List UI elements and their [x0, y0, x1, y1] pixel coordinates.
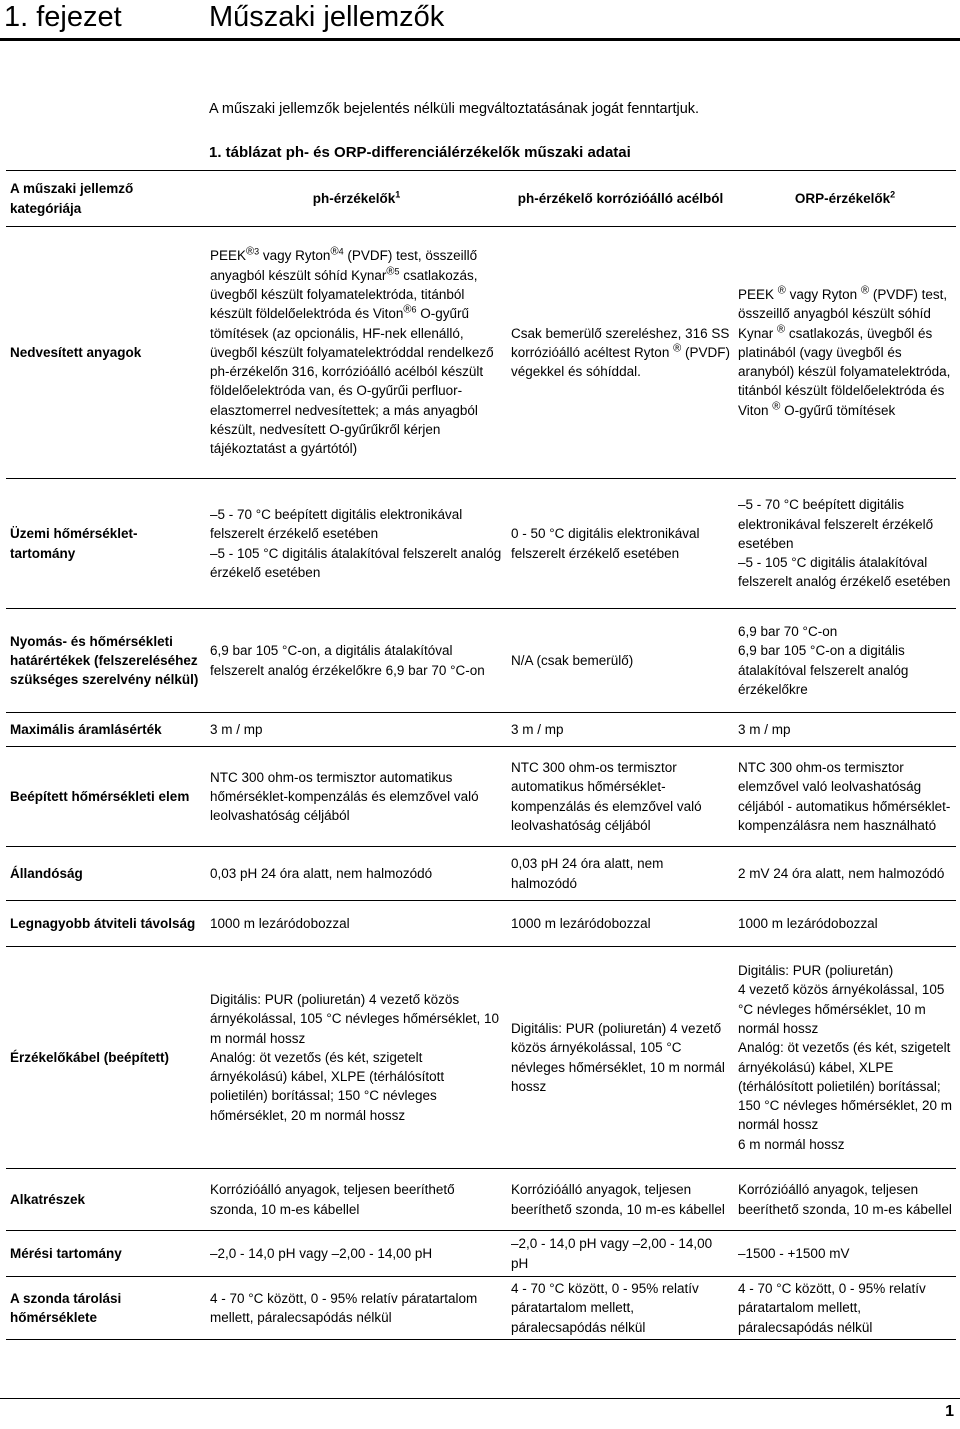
table-row-wetted: [6, 227, 956, 479]
row-label: Állandóság: [6, 847, 206, 901]
text-run: vagy Ryton: [785, 286, 858, 302]
cell-steel: Digitális: PUR (poliuretán) 4 vezető közös árnyékolással, 105 °C névleges hőmérséklet, 10 m normál hossz: [507, 947, 734, 1169]
cell-ph: 3 m / mp: [206, 713, 507, 747]
cell-line: –5 - 70 °C beépített digitális elektronikával felszerelt érzékelő esetében: [738, 497, 934, 551]
table-row-distance: [6, 901, 956, 947]
cell-ph: 0,03 pH 24 óra alatt, nem halmozódó: [206, 847, 507, 901]
registered-mark: ®: [777, 323, 786, 336]
header-ph-footnote: 1: [395, 189, 401, 200]
table-row-temp-element: [6, 747, 956, 847]
table-row-pressure: [6, 609, 956, 713]
header-ph-steel: ph-érzékelő korrózióálló acélból: [507, 171, 734, 227]
text-run: PEEK: [210, 248, 247, 264]
header-category: A műszaki jellemző kategóriája: [6, 171, 206, 227]
cell-line: 4 vezető közös árnyékolással, 105 °C névleges hőmérséklet, 10 m normál hossz: [738, 982, 945, 1036]
text-run: Csak bemerülő szereléshez, 316 SS korrózióálló acéltest Ryton: [511, 325, 730, 360]
cell-ph: 6,9 bar 105 °C-on, a digitális átalakítóval felszerelt analóg érzékelőkre 6,9 bar 70 °C-on: [206, 609, 507, 713]
page-number: 1: [945, 1403, 954, 1420]
table-row-parts: [6, 1169, 956, 1231]
header-orp-footnote: 2: [890, 189, 896, 200]
table-caption: 1. táblázat ph- és ORP-differenciálérzékelők műszaki adatai: [209, 144, 631, 161]
cell-orp: –1500 - +1500 mV: [734, 1231, 956, 1277]
cell-line: –5 - 105 °C digitális átalakítóval felszerelt analóg érzékelő esetében: [210, 545, 502, 580]
cell-ph: NTC 300 ohm-os termisztor automatikus hőmérséklet-kompenzálás és elemzővel való leolvashatóság céljából: [206, 747, 507, 847]
cell-steel: Korrózióálló anyagok, teljesen beeríthető szonda, 10 m-es kábellel: [507, 1169, 734, 1231]
cell-steel: 4 - 70 °C között, 0 - 95% relatív páratartalom mellett, páralecsapódás nélkül: [507, 1277, 734, 1340]
text-run: (PVDF) test, összeillő anyagból készült sóhíd Kynar: [738, 286, 948, 341]
registered-mark: ®: [403, 303, 412, 316]
cell-line: 6,9 bar 105 °C-on a digitális átalakítóval felszerelt analóg érzékelőkre: [738, 643, 909, 697]
text-run: csatlakozás, üvegből készült folyamatelektróda, titánból készült földelőelektróda és Viton: [210, 267, 478, 322]
spec-table: [6, 170, 956, 1340]
chapter-header: [0, 0, 960, 41]
table-row-storage: [6, 1277, 956, 1340]
cell-orp: 1000 m lezáródobozzal: [734, 901, 956, 947]
registered-mark: ®: [330, 245, 339, 258]
cell-steel: N/A (csak bemerülő): [507, 609, 734, 713]
row-label: Alkatrészek: [6, 1169, 206, 1231]
registered-mark: ®: [860, 284, 870, 297]
cell-line: Analóg: öt vezetős (és két, szigetelt árnyékolású) kábel, XLPE (térhálósított polietilén) borítással; 150 °C névleges hőmérséklet, 20 m normál hossz: [738, 1040, 953, 1133]
cell-steel: 1000 m lezáródobozzal: [507, 901, 734, 947]
footnote-ref: 3: [254, 246, 260, 257]
registered-mark: ®: [772, 400, 781, 413]
cell-ph: [206, 947, 507, 1169]
text-run: O-gyűrű tömítések (az opcionális, HF-nek ellenálló, üvegből készült folyamatelektróddal rendelkező ph-érzékelőn 316, korrózióálló acélból készült földelőelektróda van, és O-gyűrűi perfluor-elasztomerrel nedvesítettek; a más anyagból készült, nedvesített O-gyűrűkről kérjen tájékoztatást a gyártótól): [210, 306, 494, 457]
cell-steel: 3 m / mp: [507, 713, 734, 747]
row-label: Mérési tartomány: [6, 1231, 206, 1277]
row-label: Nyomás- és hőmérsékleti határértékek (felszereléséhez szükséges szerelvény nélkül): [6, 609, 206, 713]
cell-line: Analóg: öt vezetős (és két, szigetelt árnyékolású) kábel, XLPE (térhálósított polietilén) borítással; 150 °C névleges hőmérséklet, 20 m normál hossz: [210, 1049, 445, 1123]
text-run: (PVDF) végekkel és sóhíddal.: [511, 344, 730, 380]
cell-orp: [734, 609, 956, 713]
text-run: O-gyűrű tömítések: [780, 402, 896, 418]
row-label: Üzemi hőmérséklet-tartomány: [6, 479, 206, 609]
table-row-range: [6, 1231, 956, 1277]
row-label: Beépített hőmérsékleti elem: [6, 747, 206, 847]
row-label: A szonda tárolási hőmérséklete: [6, 1277, 206, 1340]
reserve-note: A műszaki jellemzők bejelentés nélküli megváltoztatásának jogát fenntartjuk.: [209, 101, 700, 117]
row-label: Legnagyobb átviteli távolság: [6, 901, 206, 947]
cell-orp: 4 - 70 °C között, 0 - 95% relatív páratartalom mellett, páralecsapódás nélkül: [734, 1277, 956, 1340]
row-label: Érzékelőkábel (beépített): [6, 947, 206, 1169]
cell-steel: –2,0 - 14,0 pH vagy –2,00 - 14,00 pH: [507, 1231, 734, 1277]
cell-ph: Korrózióálló anyagok, teljesen beeríthető szonda, 10 m-es kábellel: [206, 1169, 507, 1231]
footnote-ref: 4: [338, 246, 344, 257]
header-orp-text: ORP-érzékelők: [794, 190, 891, 206]
table-header-row: [6, 171, 956, 227]
table-row-flow: [6, 713, 956, 747]
cell-line: Digitális: PUR (poliuretán): [738, 963, 894, 979]
cell-orp: [734, 227, 956, 479]
cell-orp: 2 mV 24 óra alatt, nem halmozódó: [734, 847, 956, 901]
text-run: PEEK: [738, 286, 775, 302]
footnote-ref: 6: [411, 304, 417, 315]
registered-mark: ®: [386, 265, 395, 278]
cell-orp: [734, 479, 956, 609]
row-label: Nedvesített anyagok: [6, 227, 206, 479]
cell-steel: [507, 227, 734, 479]
footer-rule: [0, 1398, 960, 1399]
table-row-cable: [6, 947, 956, 1169]
cell-ph: 1000 m lezáródobozzal: [206, 901, 507, 947]
cell-ph: [206, 227, 507, 479]
row-label: Maximális áramlásérték: [6, 713, 206, 747]
table-row-operating-temp: [6, 479, 956, 609]
registered-mark: ®: [777, 284, 786, 297]
cell-ph: [206, 479, 507, 609]
cell-orp: 3 m / mp: [734, 713, 956, 747]
cell-line: Digitális: PUR (poliuretán) 4 vezető közös árnyékolással, 105 °C névleges hőmérséklet, 10 m normál hossz: [210, 991, 500, 1046]
text-run: csatlakozás, üvegből és platinából (vagy üvegből és aranyból) készül folyamatelektróda, titánból készült földelőelektróda és Viton: [738, 325, 951, 418]
cell-steel: 0,03 pH 24 óra alatt, nem halmozódó: [507, 847, 734, 901]
cell-ph: –2,0 - 14,0 pH vagy –2,00 - 14,00 pH: [206, 1231, 507, 1277]
cell-orp: [734, 947, 956, 1169]
header-ph-text: ph-érzékelők: [312, 190, 396, 206]
registered-mark: ®: [673, 342, 682, 355]
cell-steel: 0 - 50 °C digitális elektronikával felszerelt érzékelő esetében: [507, 479, 734, 609]
text-run: (PVDF) test, összeillő anyagból készült sóhíd Kynar: [210, 248, 478, 283]
text-run: vagy Ryton: [259, 248, 331, 264]
cell-line: 6,9 bar 70 °C-on: [738, 623, 838, 639]
header-orp: [734, 171, 956, 227]
footnote-ref: 5: [394, 266, 400, 277]
registered-mark: ®: [246, 245, 255, 258]
cell-ph: 4 - 70 °C között, 0 - 95% relatív páratartalom mellett, páralecsapódás nélkül: [206, 1277, 507, 1340]
chapter-number: 1. fejezet: [4, 1, 122, 33]
cell-line: –5 - 105 °C digitális átalakítóval felszerelt analóg érzékelő esetében: [738, 555, 951, 590]
cell-line: –5 - 70 °C beépített digitális elektronikával felszerelt érzékelő esetében: [210, 506, 463, 542]
cell-orp: Korrózióálló anyagok, teljesen beeríthető szonda, 10 m-es kábellel: [734, 1169, 956, 1231]
table-row-stability: [6, 847, 956, 901]
header-ph: [206, 171, 507, 227]
cell-steel: NTC 300 ohm-os termisztor automatikus hőmérséklet-kompenzálás és elemzővel való leolvashatóság céljából: [507, 747, 734, 847]
chapter-title: Műszaki jellemzők: [209, 1, 445, 33]
cell-line: 6 m normál hossz: [738, 1136, 845, 1152]
cell-orp: NTC 300 ohm-os termisztor elemzővel való leolvashatóság céljából - automatikus hőmérséklet-kompenzálásra nem használható: [734, 747, 956, 847]
